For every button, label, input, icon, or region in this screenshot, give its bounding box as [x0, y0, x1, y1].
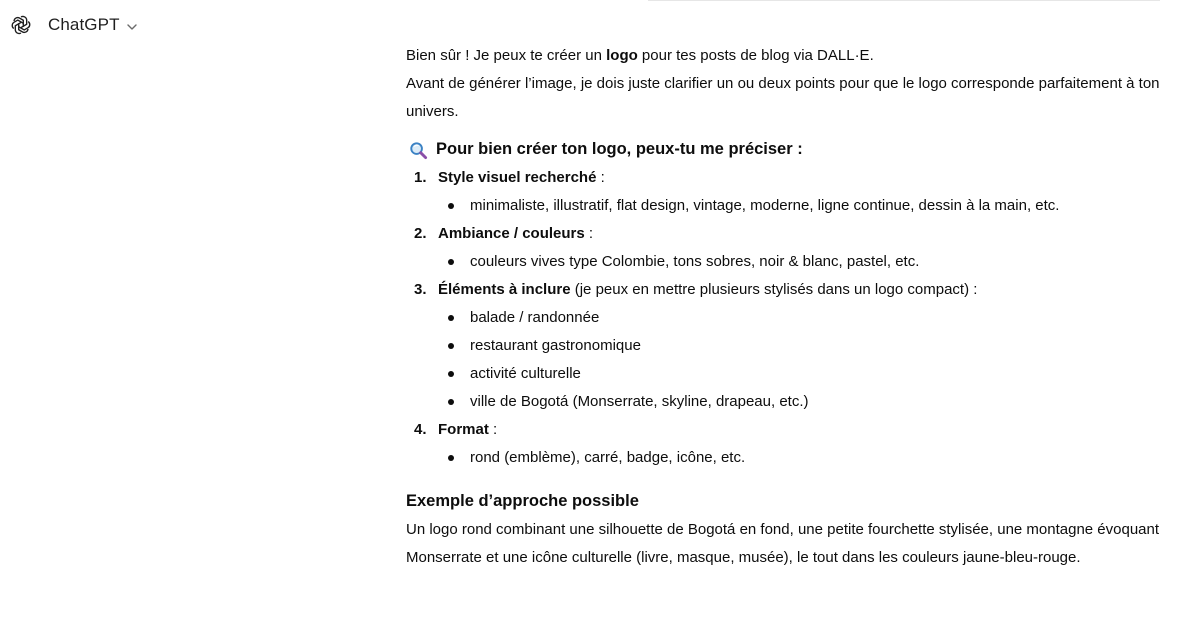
option-item: rond (emblème), carré, badge, icône, etc.	[470, 444, 1176, 472]
question-suffix: (je peux en mettre plusieurs stylisés dans un logo compact) :	[570, 281, 978, 298]
option-item: restaurant gastronomique	[470, 332, 1176, 360]
top-divider	[648, 0, 1160, 1]
intro-suffix: pour tes posts de blog via DALL·E.	[637, 47, 874, 64]
model-switcher[interactable]	[48, 15, 138, 35]
intro-line-2: Avant de générer l’image, je dois juste clarifier un ou deux points pour que le logo corresponde parfaitement à ton univers.	[406, 75, 1160, 120]
question-title: Éléments à inclure	[438, 281, 571, 298]
assistant-message	[406, 42, 1176, 572]
option-item: ville de Bogotá (Monserrate, skyline, drapeau, etc.)	[470, 388, 1176, 416]
question-title: Format	[438, 421, 489, 438]
question-item	[438, 220, 1176, 276]
question-options	[438, 304, 1176, 416]
option-item: couleurs vives type Colombie, tons sobres, noir & blanc, pastel, etc.	[470, 248, 1176, 276]
chevron-down-icon	[126, 20, 138, 32]
option-item: minimaliste, illustratif, flat design, vintage, moderne, ligne continue, dessin à la main, etc.	[470, 192, 1176, 220]
question-item	[438, 276, 1176, 416]
questions-heading	[409, 134, 1176, 164]
question-item	[438, 164, 1176, 220]
question-suffix: :	[488, 421, 498, 438]
question-item	[438, 416, 1176, 472]
question-options	[438, 192, 1176, 220]
example-paragraph: Un logo rond combinant une silhouette de Bogotá en fond, une petite fourchette stylisée, une montagne évoquant Monserrate et une icône culturelle (livre, masque, musée), le tout dans les couleurs jaune-bleu-rouge.	[406, 521, 1160, 566]
openai-logo-icon[interactable]	[10, 14, 32, 36]
magnifier-icon	[409, 140, 428, 159]
questions-heading-text: Pour bien créer ton logo, peux-tu me préciser :	[436, 140, 803, 158]
question-options	[438, 248, 1176, 276]
question-options	[438, 444, 1176, 472]
question-suffix: :	[584, 225, 594, 242]
intro-prefix: Bien sûr ! Je peux te créer un	[406, 47, 607, 64]
questions-list	[406, 164, 1176, 472]
question-suffix: :	[596, 169, 605, 186]
question-title: Style visuel recherché	[438, 169, 597, 186]
question-title: Ambiance / couleurs	[438, 225, 585, 242]
model-name: ChatGPT	[48, 15, 120, 34]
option-item: balade / randonnée	[470, 304, 1176, 332]
option-item: activité culturelle	[470, 360, 1176, 388]
intro-paragraph	[406, 42, 1176, 126]
intro-bold: logo	[606, 47, 638, 64]
example-heading: Exemple d’approche possible	[406, 492, 639, 510]
header	[10, 12, 138, 38]
